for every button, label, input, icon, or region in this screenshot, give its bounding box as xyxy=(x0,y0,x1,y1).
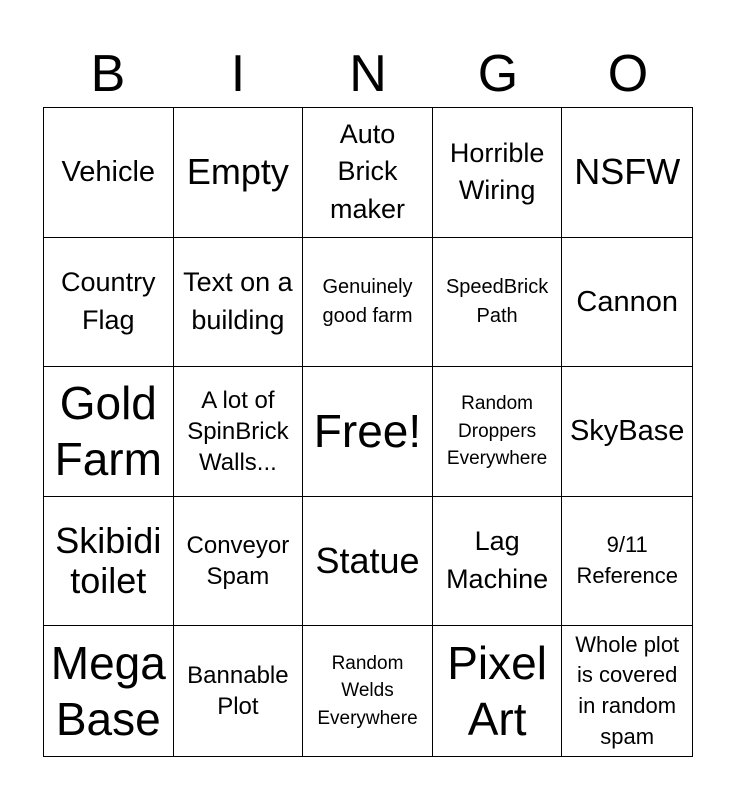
cell-label: Genuinely good farm xyxy=(322,275,413,327)
cell-label: Bannable Plot xyxy=(187,662,289,721)
bingo-cell[interactable] xyxy=(174,108,304,238)
cell-label: Pixel Art xyxy=(447,637,547,746)
bingo-cell[interactable] xyxy=(44,497,174,627)
bingo-cell[interactable] xyxy=(562,367,692,497)
bingo-cell[interactable] xyxy=(303,108,433,238)
free-space-cell[interactable] xyxy=(303,367,433,497)
cell-label: SpeedBrick Path xyxy=(445,275,549,327)
bingo-header xyxy=(43,40,693,108)
bingo-cell[interactable] xyxy=(433,367,563,497)
cell-label: Text on a building xyxy=(183,267,293,335)
cell-label: A lot of SpinBrick Walls... xyxy=(187,386,289,477)
header-letter-g: G xyxy=(477,45,519,103)
bingo-cell[interactable] xyxy=(303,238,433,368)
bingo-cell[interactable] xyxy=(303,497,433,627)
bingo-cell[interactable] xyxy=(562,108,692,238)
cell-label: Random Droppers Everywhere xyxy=(446,393,548,470)
cell-label: Cannon xyxy=(576,285,678,318)
header-letter-b: B xyxy=(90,45,126,103)
bingo-cell[interactable] xyxy=(562,626,692,756)
cell-label: Lag Machine xyxy=(446,526,549,595)
bingo-cell[interactable] xyxy=(44,626,174,756)
cell-label: Gold Farm xyxy=(54,377,162,486)
cell-label: Country Flag xyxy=(61,267,156,335)
bingo-cell[interactable] xyxy=(44,238,174,368)
bingo-cell[interactable] xyxy=(174,367,304,497)
cell-label: Statue xyxy=(315,539,420,581)
cell-label: Auto Brick maker xyxy=(329,118,405,225)
cell-label: Random Welds Everywhere xyxy=(317,652,418,729)
bingo-cell[interactable] xyxy=(303,626,433,756)
header-letter-n: N xyxy=(349,45,387,103)
bingo-cell[interactable] xyxy=(562,497,692,627)
cell-label: Whole plot is covered in random spam xyxy=(575,631,680,749)
header-letter-o: O xyxy=(607,45,649,103)
cell-label: SkyBase xyxy=(569,415,685,448)
bingo-cell[interactable] xyxy=(433,108,563,238)
bingo-cell[interactable] xyxy=(433,497,563,627)
bingo-board xyxy=(43,107,693,757)
bingo-cell[interactable] xyxy=(174,497,304,627)
bingo-cell[interactable] xyxy=(174,626,304,756)
cell-label: Skibidi toilet xyxy=(55,519,162,602)
cell-label: Horrible Wiring xyxy=(449,137,545,206)
cell-label: Empty xyxy=(186,151,289,193)
cell-label: NSFW xyxy=(574,151,681,193)
bingo-cell[interactable] xyxy=(562,238,692,368)
bingo-cell[interactable] xyxy=(174,238,304,368)
bingo-cell[interactable] xyxy=(433,626,563,756)
header-letter-i: I xyxy=(230,45,246,103)
bingo-cell[interactable] xyxy=(44,367,174,497)
free-space-label: Free! xyxy=(313,405,422,458)
cell-label: Mega Base xyxy=(50,637,166,746)
cell-label: 9/11 Reference xyxy=(576,532,678,589)
cell-label: Conveyor Spam xyxy=(186,531,290,591)
cell-label: Vehicle xyxy=(61,156,156,189)
bingo-cell[interactable] xyxy=(433,238,563,368)
bingo-cell[interactable] xyxy=(44,108,174,238)
